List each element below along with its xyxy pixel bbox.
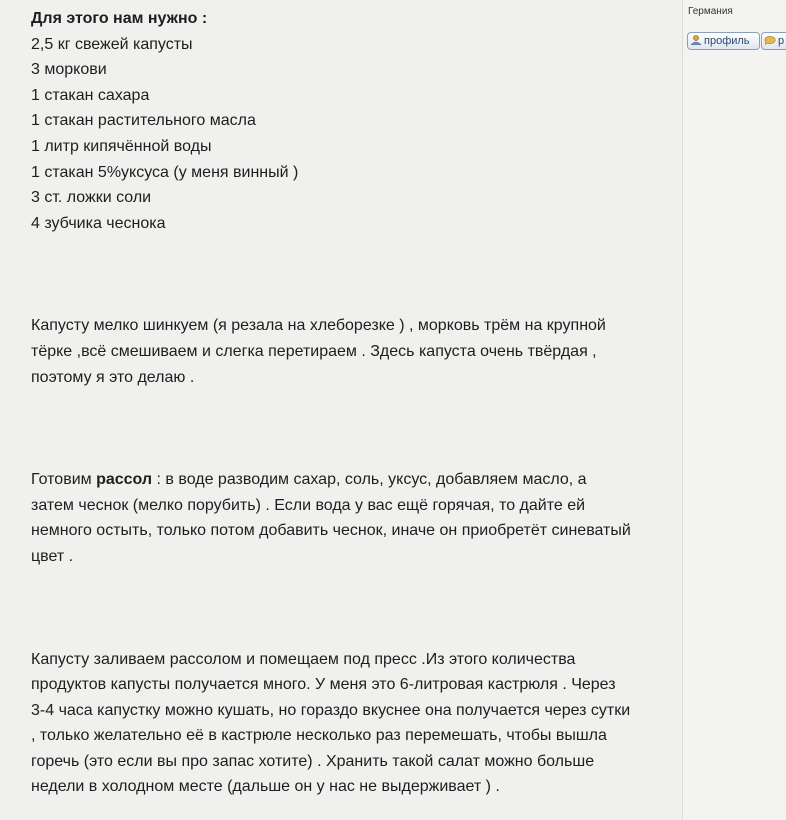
author-location: Германия (688, 6, 733, 17)
paragraph-line: затем чеснок (мелко порубить) . Если вода у вас ещё горячая, то дайте ей (31, 496, 586, 514)
step-press (31, 647, 651, 801)
private-message-button[interactable] (761, 32, 786, 50)
ingredients-list (31, 32, 651, 237)
ingredient-item: 2,5 кг свежей капусты (31, 35, 193, 53)
paragraph-line (31, 467, 651, 493)
paragraph-line: цвет . (31, 547, 74, 565)
ingredient-item: 4 зубчика чеснока (31, 214, 166, 232)
paragraph-line: недели в холодном месте (дальше он у нас не выдерживает ) . (31, 778, 500, 796)
brine-rest: : в воде разводим сахар, соль, уксус, добавляем масло, а (152, 471, 587, 489)
brine-prefix: Готовим (31, 471, 97, 489)
paragraph-line: поэтому я это делаю . (31, 368, 195, 386)
ingredient-item: 1 стакан растительного масла (31, 112, 256, 130)
profile-button[interactable] (687, 32, 760, 50)
paragraph-line: тёрке ,всё смешиваем и слегка перетираем . Здесь капуста очень твёрдая , (31, 342, 597, 360)
ingredients-heading: Для этого нам нужно : (31, 10, 208, 27)
paragraph-line: Капусту мелко шинкуем (я резала на хлеборезке ) , морковь трём на крупной (31, 317, 606, 335)
ingredient-item: 1 литр кипячённой воды (31, 137, 212, 155)
paragraph-line: Капусту заливаем рассолом и помещаем под пресс .Из этого количества (31, 650, 576, 668)
step-brine (31, 467, 651, 569)
paragraph-line: , только желательно её в кастрюле несколько раз перемешать, чтобы вышла (31, 727, 607, 745)
paragraph-line: продуктов капусты получается много. У меня это 6-литровая кастрюля . Через (31, 676, 616, 694)
brine-keyword: рассол (96, 471, 153, 489)
post-body (31, 6, 651, 800)
author-buttons (687, 32, 786, 50)
profile-button-label: профиль (704, 35, 750, 47)
paragraph-line: немного остыть, только потом добавить чеснок, иначе он приобретёт синеватый (31, 522, 631, 540)
author-sidebar (683, 0, 786, 820)
profile-icon (690, 34, 702, 44)
ingredient-item: 3 моркови (31, 61, 107, 79)
ingredient-item: 3 ст. ложки соли (31, 189, 152, 207)
step-shred-cabbage (31, 313, 651, 390)
paragraph-line: 3-4 часа капустку можно кушать, но гораздо вкуснее она получается через сутки (31, 701, 631, 719)
ingredient-item: 1 стакан 5%уксуса (у меня винный ) (31, 163, 299, 181)
private-message-button-label: р (778, 35, 785, 47)
ingredient-item: 1 стакан сахара (31, 86, 150, 104)
paragraph-line: горечь (это если вы про запас хотите) . Хранить такой салат можно больше (31, 752, 595, 770)
message-icon (764, 34, 776, 44)
